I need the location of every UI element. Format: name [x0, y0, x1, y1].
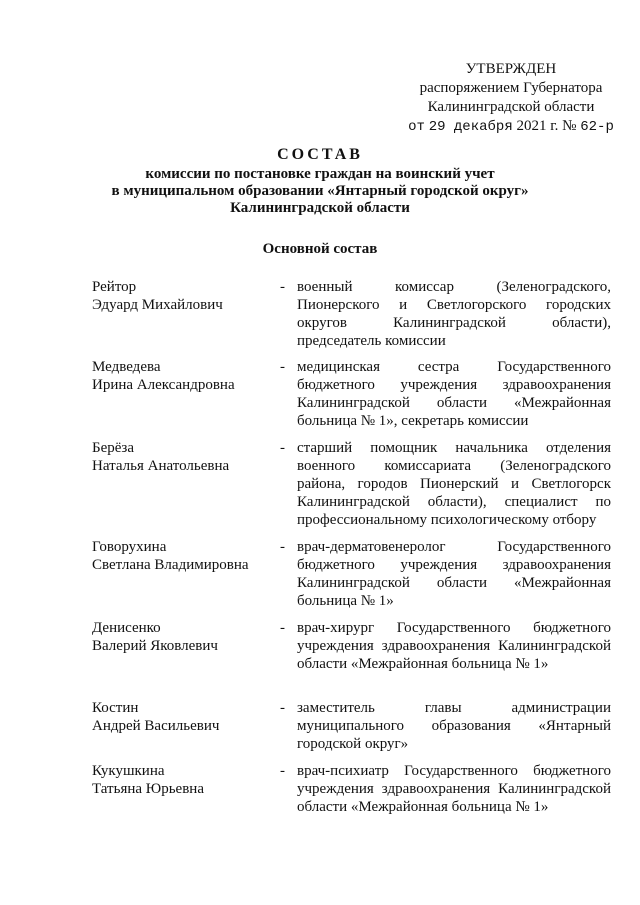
dash-separator: -: [280, 620, 285, 636]
member-role: врач-дерматовенеролог Государственного бюджетного учреждения здравоохранения Калининградской области «Межрайонная больница № 1»: [297, 539, 611, 609]
dash-separator: -: [280, 440, 285, 456]
dash-separator: -: [280, 763, 285, 779]
member-surname: Кукушкина: [92, 763, 165, 779]
order-number: 62-р: [580, 119, 614, 135]
member-role: военный комиссар (Зеленоградского, Пионерского и Светлогорского городских округов Калининградской области), председатель комиссии: [297, 279, 611, 349]
member-name: [92, 699, 272, 735]
approval-title: УТВЕРЖДЕН: [465, 61, 557, 77]
member-surname: Денисенко: [92, 620, 161, 636]
dash-separator: -: [280, 359, 285, 375]
member-surname: Рейтор: [92, 279, 137, 295]
member-given-name: Татьяна Юрьевна: [92, 781, 204, 797]
dash-separator: -: [280, 279, 285, 295]
member-role: врач-хирург Государственного бюджетного учреждения здравоохранения Калининградской области «Межрайонная больница № 1»: [297, 620, 611, 672]
member-given-name: Валерий Яковлевич: [92, 638, 218, 654]
member-role: старший помощник начальника отделения военного комиссариата (Зеленоградского района, городов Пионерский и Светлогорск Калининградской области), специалист по профессиональному психологическому отбору: [297, 440, 611, 528]
document-subtitle: [70, 166, 570, 217]
member-name: [92, 762, 272, 798]
member-given-name: Наталья Анатольевна: [92, 458, 230, 474]
subtitle-line-1: комиссии по постановке граждан на воинский учет: [145, 166, 495, 182]
member-surname: Говорухина: [92, 539, 167, 555]
member-name: [92, 439, 272, 475]
dash-separator: -: [280, 539, 285, 555]
member-name: [92, 538, 272, 574]
subtitle-line-3: Калининградской области: [230, 200, 410, 216]
section-title: Основной состав: [262, 241, 378, 257]
member-given-name: Андрей Васильевич: [92, 718, 220, 734]
date-day-month: 29 декабря: [428, 119, 513, 135]
member-given-name: Светлана Владимировна: [92, 557, 249, 573]
dash-separator: -: [280, 700, 285, 716]
member-given-name: Эдуард Михайлович: [92, 297, 223, 313]
approval-line-2: распоряжением Губернатора: [419, 80, 603, 96]
member-surname: Берёза: [92, 440, 135, 456]
member-role: заместитель главы администрации муниципального образования «Янтарный городской округ»: [297, 700, 611, 752]
member-given-name: Ирина Александровна: [92, 377, 235, 393]
approval-block: [396, 60, 626, 137]
date-year: 2021 г. №: [516, 118, 577, 134]
member-role: медицинская сестра Государственного бюджетного учреждения здравоохранения Калининградской области «Межрайонная больница № 1», секретарь комиссии: [297, 359, 611, 429]
member-name: [92, 358, 272, 394]
approval-line-3: Калининградской области: [427, 99, 595, 115]
member-surname: Костин: [92, 700, 139, 716]
member-surname: Медведева: [92, 359, 161, 375]
member-role: врач-психиатр Государственного бюджетного учреждения здравоохранения Калининградской области «Межрайонная больница № 1»: [297, 763, 611, 815]
date-prefix: от: [408, 119, 425, 135]
document-title: СОСТАВ: [277, 146, 363, 163]
approval-date-line: [396, 117, 626, 137]
member-name: [92, 278, 272, 314]
subtitle-line-2: в муниципальном образовании «Янтарный городской округ»: [111, 183, 529, 199]
member-name: [92, 619, 272, 655]
